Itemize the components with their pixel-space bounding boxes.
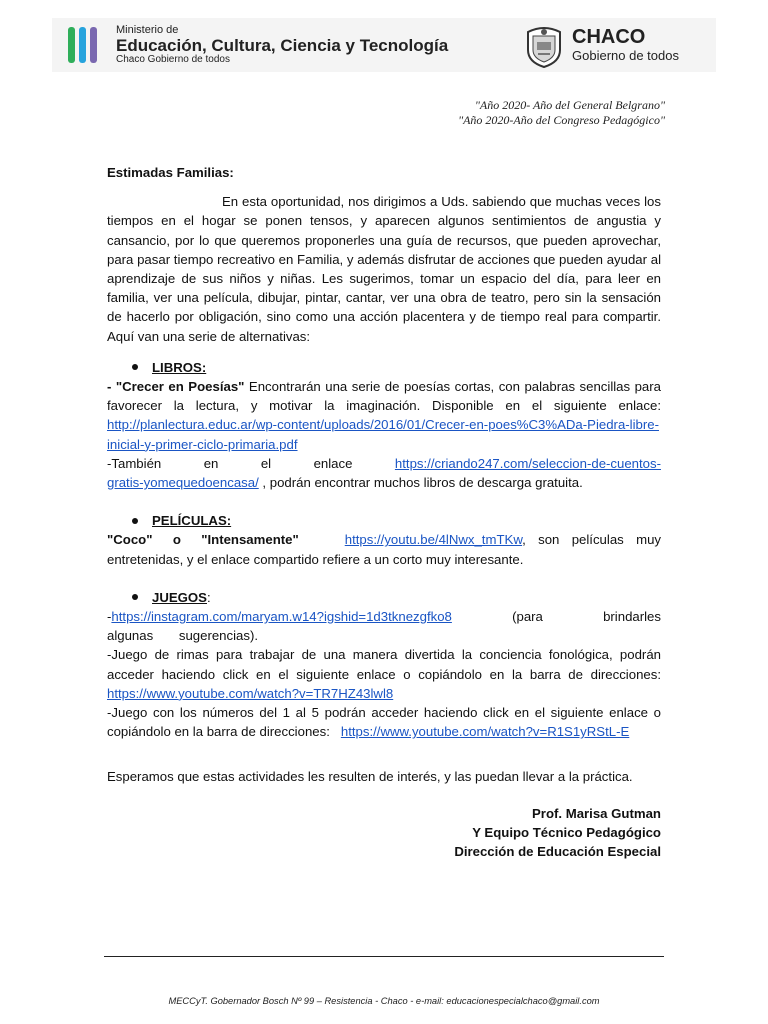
peliculas-heading: PELÍCULAS: bbox=[152, 513, 232, 529]
chaco-title bbox=[572, 27, 679, 62]
ministerio-title bbox=[116, 25, 448, 65]
closing-paragraph: Esperamos que estas actividades les resulten de interés, y las puedan llevar a la práctica. bbox=[107, 769, 633, 785]
libros-heading: LIBROS: bbox=[152, 359, 207, 375]
planlectura-link[interactable]: http://planlectura.educ.ar/wp-content/uploads/2016/01/Crecer-en-poes%C3%ADa-Piedra-libre-inicial-y-primer-ciclo-primaria.pdf bbox=[107, 417, 659, 452]
logo-bar-green bbox=[68, 27, 75, 63]
libros-item1-title: "Crecer en Poesías" bbox=[115, 379, 245, 395]
ministerio-line3: Chaco Gobierno de todos bbox=[116, 54, 230, 65]
libros-item2-text: , podrán encontrar muchos libros de descarga gratuita. bbox=[258, 475, 583, 491]
greeting: Estimadas Familias: bbox=[107, 165, 234, 180]
logo-bar-blue bbox=[79, 27, 86, 63]
criando247-link[interactable]: https://criando247.com/seleccion-de-cuentos-gratis-yomequedoencasa/ bbox=[107, 455, 661, 491]
signature-team: Y Equipo Técnico Pedagógico bbox=[472, 824, 661, 840]
juegos-heading: JUEGOS bbox=[152, 589, 207, 605]
juegos-item-2 bbox=[107, 645, 661, 703]
libros-item1-text: Encontrarán una serie de poesías cortas, con palabras sencillas para favorecer la lectura, y motivar la imaginación. Disponible en el siguiente enlace: bbox=[107, 379, 661, 414]
signature-block bbox=[107, 804, 661, 862]
chaco-title-text: CHACO bbox=[572, 26, 646, 48]
mottos bbox=[458, 98, 665, 128]
footer-divider bbox=[104, 956, 664, 957]
peliculas-item bbox=[107, 530, 661, 568]
ministerio-logo bbox=[68, 27, 97, 63]
ministerio-line2: Educación, Cultura, Ciencia y Tecnología bbox=[116, 36, 449, 55]
juegos-heading-colon: : bbox=[206, 589, 211, 605]
intro-paragraph bbox=[107, 192, 661, 346]
youtube-numeros-link[interactable]: https://www.youtube.com/watch?v=R1S1yRStL-E bbox=[340, 724, 630, 740]
youtube-short-link[interactable]: https://youtu.be/4lNwx_tmTKw bbox=[344, 532, 523, 548]
juegos-item-3 bbox=[107, 703, 665, 741]
footer-address: MECCyT. Gobernador Bosch Nº 99 – Resistencia - Chaco - e-mail: educacionespecialchaco@gmail.com bbox=[168, 996, 600, 1006]
motto-belgrano: "Año 2020- Año del General Belgrano" bbox=[474, 98, 665, 112]
juegos-section-heading bbox=[107, 588, 661, 607]
movie-o: o bbox=[160, 532, 194, 548]
juegos-item2-text: -Juego de rimas para trabajar de una manera divertida la conciencia fonológica, podrán acceder haciendo click en el siguiente enlace o copiándolo en la barra de direcciones: bbox=[107, 647, 661, 682]
chaco-subtitle: Gobierno de todos bbox=[572, 48, 679, 63]
logo-bar-purple bbox=[90, 27, 97, 63]
letter-body bbox=[107, 163, 665, 861]
motto-congreso: "Año 2020-Año del Congreso Pedagógico" bbox=[458, 113, 665, 127]
libros-item-1 bbox=[107, 377, 661, 454]
bullet-icon bbox=[132, 518, 138, 524]
signature-direction: Dirección de Educación Especial bbox=[454, 844, 661, 860]
libros-item2-prefix: -También en el enlace bbox=[107, 455, 395, 471]
peliculas-text: , son películas muy entretenidas, y el enlace compartido refiere a un corto muy interesante. bbox=[107, 532, 661, 567]
juegos-item1-text: (para brindarles algunas sugerencias). bbox=[107, 609, 661, 644]
libros-item-2 bbox=[107, 454, 661, 492]
movie-intensamente: "Intensamente" bbox=[201, 532, 299, 548]
libros-item1-prefix: - bbox=[107, 379, 116, 395]
juegos-item3-text: -Juego con los números del 1 al 5 podrán acceder haciendo click en el siguiente enlace o copiándolo en la barra de direcciones: bbox=[107, 705, 665, 740]
instagram-link[interactable]: https://instagram.com/maryam.w14?igshid=1d3tknezgfko8 bbox=[111, 609, 452, 625]
youtube-rimas-link[interactable]: https://www.youtube.com/watch?v=TR7HZ43lwl8 bbox=[107, 685, 394, 701]
juegos-item1-prefix: - bbox=[107, 609, 112, 625]
movie-coco: "Coco" bbox=[107, 532, 153, 548]
bullet-icon bbox=[132, 364, 138, 370]
bullet-icon bbox=[132, 594, 138, 600]
ministerio-line1: Ministerio de bbox=[116, 24, 179, 36]
signature-name: Prof. Marisa Gutman bbox=[532, 805, 661, 821]
juegos-item-1 bbox=[107, 607, 661, 645]
libros-section-heading bbox=[107, 358, 661, 377]
intro-text: En esta oportunidad, nos dirigimos a Uds. sabiendo que muchas veces los tiempos en el hogar se ponen tensos, y aparecen algunos sentimientos de angustia y cansancio, por lo que queremos proponerles una guía de recursos, que pueden aprovechar, para pasar tiempo recreativo en Familia, y además disfrutar de acciones que pueden ayudar al aprendizaje de sus niños y niñas. Les sugerimos, tomar un espacio del día, para leer en familia, ver una película, dibujar, pintar, cantar, ver una obra de teatro, pero sin la sensación de hacerlo por obligación, sino como una acción placentera y de tiempo real para compartir. Aquí van una serie de alternativas: bbox=[107, 194, 661, 344]
chaco-seal-icon bbox=[524, 24, 564, 73]
peliculas-section-heading bbox=[107, 511, 661, 530]
